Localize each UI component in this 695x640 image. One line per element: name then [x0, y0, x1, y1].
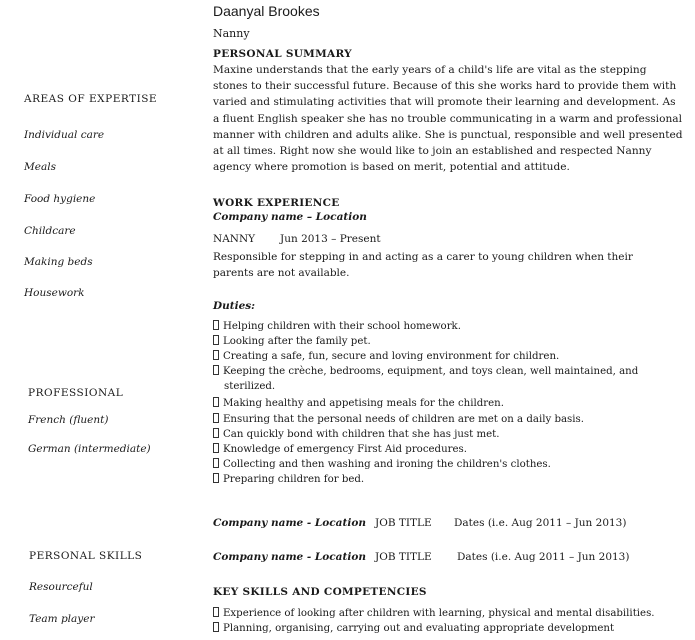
work-company: Company name – Location: [213, 211, 367, 223]
duty-item: Looking after the family pet.: [213, 334, 638, 349]
expertise-item: Childcare: [24, 225, 76, 237]
skill-item: Resourceful: [29, 581, 93, 593]
expertise-item: Housework: [24, 287, 85, 299]
key-skill-item: Experience of looking after children with learning, physical and mental disabilities.: [213, 606, 655, 621]
summary-heading: PERSONAL SUMMARY: [213, 48, 352, 60]
duty-item: Knowledge of emergency First Aid procedures.: [213, 442, 638, 457]
professional-heading: PROFESSIONAL: [28, 387, 124, 399]
bullet-icon: [213, 397, 219, 407]
expertise-item: Meals: [24, 161, 56, 173]
expertise-heading: AREAS OF EXPERTISE: [24, 93, 158, 105]
duty-item: Keeping the crèche, bedrooms, equipment, and toys clean, well maintained, and: [213, 364, 638, 379]
work-dates: Jun 2013 – Present: [280, 233, 381, 245]
job-company: Company name - Location: [213, 517, 366, 529]
bullet-icon: [213, 428, 219, 438]
expertise-item: Individual care: [24, 129, 105, 141]
bullet-icon: [213, 473, 219, 483]
work-job-title: NANNY: [213, 233, 256, 245]
duty-item: Creating a safe, fun, secure and loving environment for children.: [213, 349, 638, 364]
bullet-icon: [213, 350, 219, 360]
job-title: JOB TITLE: [375, 517, 432, 529]
skills-heading: PERSONAL SKILLS: [29, 550, 143, 562]
job-title: JOB TITLE: [375, 551, 432, 563]
duty-item: Preparing children for bed.: [213, 472, 638, 487]
bullet-icon: [213, 443, 219, 453]
expertise-item: Making beds: [24, 256, 93, 268]
bullet-icon: [213, 607, 219, 617]
duties-heading: Duties:: [213, 300, 256, 312]
bullet-icon: [213, 622, 219, 632]
candidate-role: Nanny: [213, 27, 250, 40]
job-dates: Dates (i.e. Aug 2011 – Jun 2013): [457, 551, 630, 563]
key-skills-list: [213, 606, 655, 636]
bullet-icon: [213, 335, 219, 345]
bullet-icon: [213, 365, 219, 375]
duty-item: Collecting and then washing and ironing the children's clothes.: [213, 457, 638, 472]
candidate-name: Daanyal Brookes: [213, 3, 320, 19]
duties-list: [213, 319, 638, 487]
bullet-icon: [213, 458, 219, 468]
duty-item-continued: sterilized.: [224, 381, 276, 393]
work-heading: WORK EXPERIENCE: [213, 197, 340, 209]
job-company: Company name - Location: [213, 551, 366, 563]
bullet-icon: [213, 320, 219, 330]
bullet-icon: [213, 413, 219, 423]
summary-text: Maxine understands that the early years of a child's life are vital as the stepping stones to their successful future. Because of this she works hard to provide them with varied and stimulating activities that will promote their learning and development. As a fluent English speaker she has no trouble communicating in a warm and professional manner with children and adults alike. She is punctual, responsible and well presented at all times. Right now she would like to join an established and respected Nanny agency where promotion is based on merit, potential and attitude.: [213, 64, 683, 174]
expertise-item: Food hygiene: [24, 193, 96, 205]
key-skills-heading: KEY SKILLS AND COMPETENCIES: [213, 586, 427, 598]
duty-item: Making healthy and appetising meals for the children.: [213, 396, 638, 411]
job-dates: Dates (i.e. Aug 2011 – Jun 2013): [454, 517, 627, 529]
duty-item: Ensuring that the personal needs of children are met on a daily basis.: [213, 412, 638, 427]
language-item: German (intermediate): [28, 443, 151, 455]
skill-item: Team player: [29, 613, 95, 625]
language-item: French (fluent): [28, 414, 109, 426]
duty-item: Can quickly bond with children that she has just met.: [213, 427, 638, 442]
work-description: Responsible for stepping in and acting as a carer to young children when their parents are not available.: [213, 251, 633, 279]
key-skill-item: Planning, organising, carrying out and evaluating appropriate development: [213, 621, 655, 636]
duty-item: Helping children with their school homework.: [213, 319, 638, 334]
